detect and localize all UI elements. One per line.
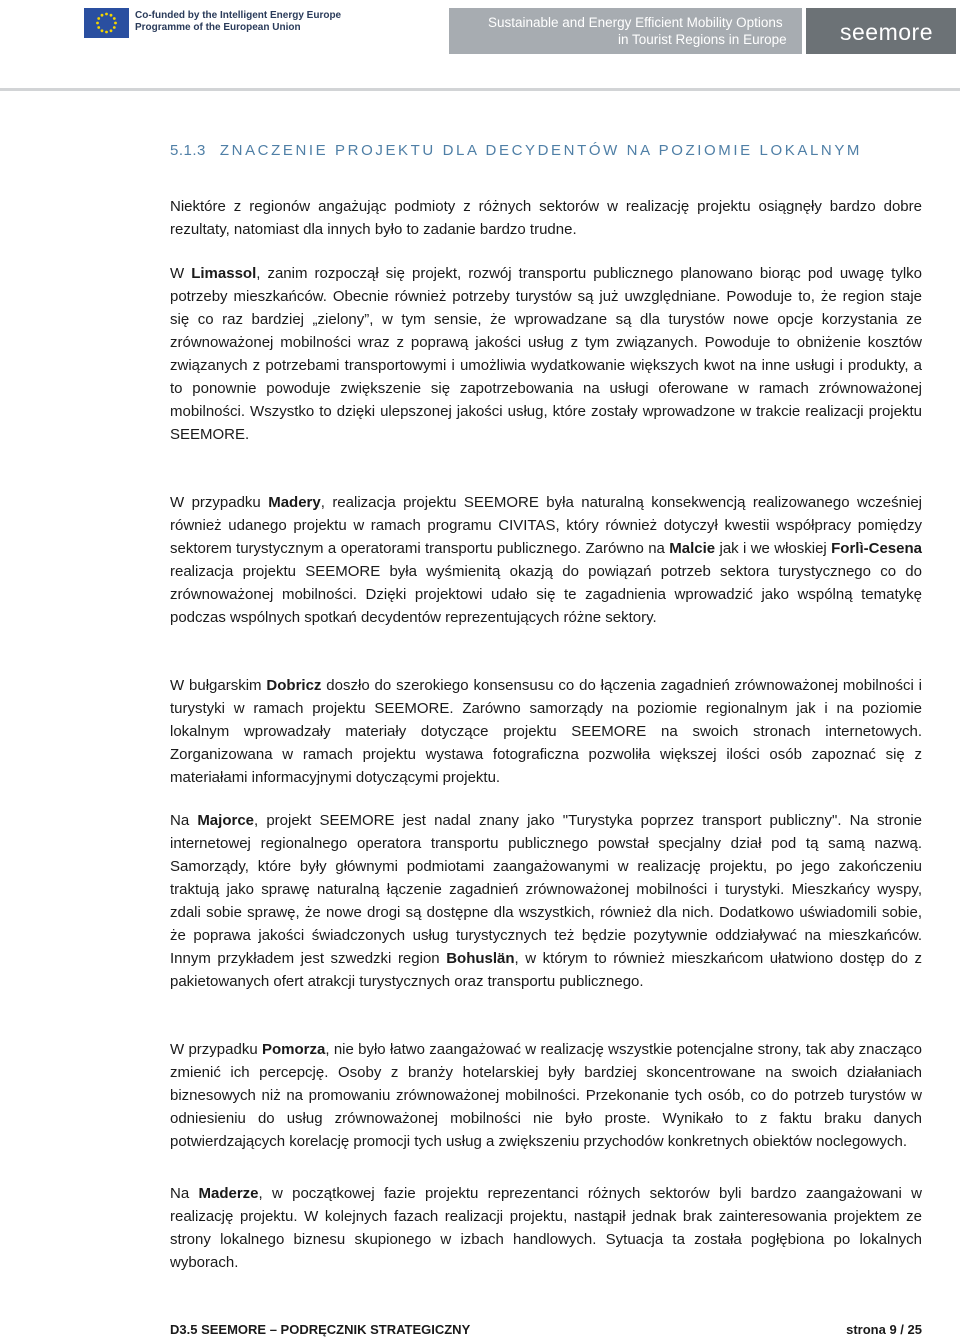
paragraph-text: , w początkowej fazie projektu reprezentanci różnych sektorów byli bardzo zaangażowani w realizację projektu. W kolejnych fazach realizacji projektu, nastąpił jednak brak zainteresowania projektem ze strony lokalnego biznesu skupionego w izbach handlowych. Sytuacja ta została pogłębiona po lokalnych wyborach. [170,1185,922,1271]
region-name: Maderze [198,1185,259,1202]
region-name: Madery [268,494,321,511]
region-name: Limassol [191,265,257,282]
paragraph-text: W przypadku [170,494,269,511]
paragraph-limassol [170,262,922,446]
paragraph-text: , projekt SEEMORE jest nadal znany jako "Turystyka poprzez transport publiczny". Na stronie internetowej regionalnego operatora transportu publicznego powstał specjalny dział pod tą samą nazwą. Samorządy, które były głównymi podmiotami zaangażowanymi w realizację projektu, po jego zakończeniu traktują jako sprawę naturalną łączenie zagadnień zrównoważonej mobilności i turystyki. Mieszkańcy wyspy, zdali sobie sprawę, że nowe drogi są dostępne dla wszystkich, również dla nich. Dodatkowo uświadomili sobie, że poprawa jakości świadczonych usług turystycznych też będzie pozytywnie oddziaływać na mieszkańców. Innym przykładem jest szwedzki region [170,812,922,967]
eu-funding-note [135,10,341,34]
paragraph-text: , nie było łatwo zaangażować w realizację wszystkie potencjalne strony, tak aby znacząco zmienić ich percepcję. Osoby z branży hotelarskiej były bardziej skoncentrowane na swoich działaniach biznesowych niż na promowaniu zrównoważonej mobilności. Przekonanie tych osób, co do potrzeb turystów w odniesieniu do usług zrównoważonej mobilności nie było proste. Wynikało to z faktu braku danych potwierdzających korelację promocji tych usług a zwiększeniu przychodów konkretnych obiektów noclegowych. [170,1041,922,1150]
page-number: strona 9 / 25 [846,1322,922,1337]
region-name: Majorce [197,812,255,829]
project-banner [449,8,802,54]
paragraph-text: jak i we włoskiej [715,540,832,557]
paragraph-text: W [170,265,192,282]
header-divider [0,88,960,91]
banner-line-2: in Tourist Regions in Europe [618,32,787,47]
eu-funding-line-2: Programme of the European Union [135,22,301,33]
paragraph-text: Niektóre z regionów angażując podmioty z różnych sektorów w realizację projektu osiągnęły bardzo dobre rezultaty, natomiast dla innych było to zadanie bardzo trudne. [170,198,922,238]
banner-line-1: Sustainable and Energy Efficient Mobility Options [488,15,783,30]
paragraph-pomorze [170,1038,922,1153]
section-title: ZNACZENIE PROJEKTU DLA DECYDENTÓW NA POZIOMIE LOKALNYM [219,142,863,159]
paragraph-text: , realizacja projektu SEEMORE była naturalną konsekwencją realizowanego wcześniej również udanego projektu w ramach programu CIVITAS, który również dotyczył kwestii współpracy pomiędzy sektorem turystycznym a operatorami transportu publicznego. Zarówno na [170,494,922,557]
paragraph-dobricz [170,674,922,789]
paragraph-text: W bułgarskim [170,677,267,694]
eu-flag-icon [84,8,129,38]
paragraph-majorca [170,809,922,993]
paragraph-text: realizacja projektu SEEMORE była wyśmienitą okazją do powiązań potrzeb sektora turystycznego co do zrównoważonej mobilności. Dzięki projektowi udało się te zagadnienia wprowadzić jako wspólną tematykę podczas wspólnych spotkań decydentów reprezentujących różne sektory. [170,563,922,626]
section-heading [170,142,862,159]
paragraph-intro [170,195,922,241]
seemore-logo [806,8,956,54]
document-title: D3.5 SEEMORE – PODRĘCZNIK STRATEGICZNY [170,1322,471,1337]
paragraph-text: Na [170,812,198,829]
paragraph-text: , zanim rozpoczął się projekt, rozwój transportu publicznego planowano biorąc pod uwagę tylko potrzeby mieszkańców. Obecnie również potrzeby turystów są już uwzględniane. Powoduje to, że region staje się co raz bardziej „zielony”, w tym sensie, że wprowadzane są dla turystów nowe opcje korzystania ze zrównoważonej mobilności wraz z poprawą jakości usług z tym związanych. Powoduje to obniżenie kosztów związanych z potrzebami transportowymi i umożliwia wydatkowanie większych kwot na inne usługi i produkty, a to ponownie powoduje zwiększenie się zapotrzebowania na usługi oferowane w ramach zrównoważonej mobilności. Wszystko to dzięki ulepszonej jakości usług, które zostały wprowadzone w trakcie realizacji projektu SEEMORE. [170,265,923,443]
page-header [0,0,960,92]
region-name: Pomorza [261,1041,326,1058]
paragraph-madeira [170,491,922,629]
eu-funding-line-1: Co-funded by the Intelligent Energy Europe [135,10,342,21]
paragraph-madeira-2 [170,1182,922,1274]
paragraph-text: Na [170,1185,199,1202]
brand-name: seemore [840,19,933,45]
paragraph-text: doszło do szerokiego konsensusu co do łączenia zagadnień zrównoważonej mobilności i turystyki w ramach projektu SEEMORE. Zarówno samorządy na poziomie regionalnym jak i na poziomie lokalnym wprowadzały materiały dotyczące projektu SEEMORE na swoich stronach internetowych. Zorganizowana w ramach projektu wystawa fotograficzna pozwoliła większej ilości osób zapoznać się z materiałami informacyjnymi dotyczącymi projektu. [170,677,922,786]
region-name: Bohuslän [446,950,515,967]
region-name: Dobricz [266,677,322,694]
paragraph-text: W przypadku [170,1041,262,1058]
paragraph-text: , w którym to również mieszkańcom ułatwiono dostęp do z pakietowanych ofert atrakcji turystycznych oraz transportu publicznego. [170,950,923,990]
region-name: Malcie [669,540,716,557]
region-name: Forlì-Cesena [831,540,922,557]
section-number: 5.1.3 [170,142,206,159]
